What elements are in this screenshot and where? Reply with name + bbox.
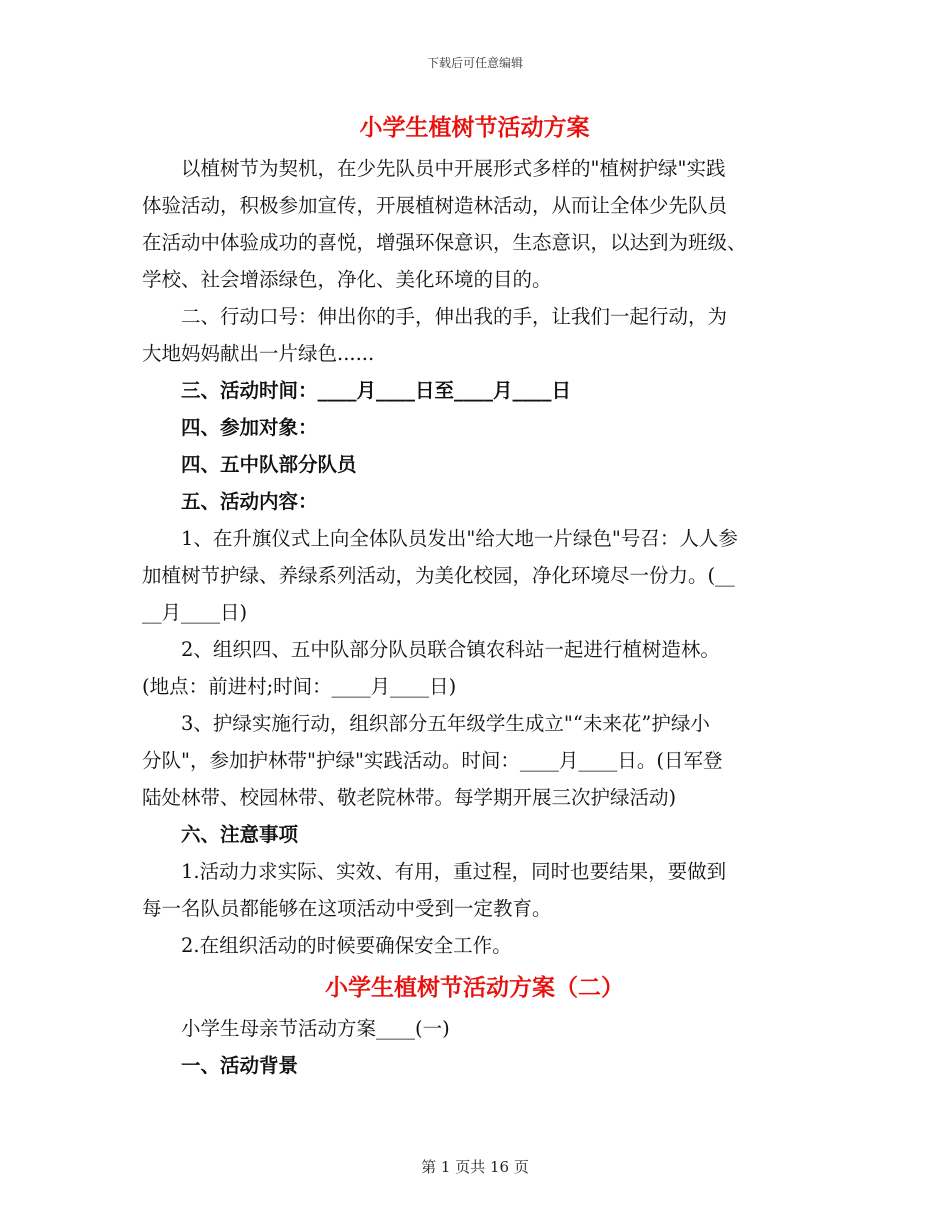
text-line: 以植树节为契机，在少先队员中开展形式多样的"植树护绿"实践: [181, 157, 726, 180]
text-line: 3、护绿实施行动，组织部分五年级学生成立"“未来花”护绿小: [181, 712, 710, 735]
text-line: 陆处林带、校园林带、敬老院林带。每学期开展三次护绿活动): [142, 786, 677, 809]
text-line: (地点：前进村;时间：____月____日): [142, 675, 457, 698]
slogan-paragraph: [142, 298, 807, 372]
note-2: 2.在组织活动的时候要确保安全工作。: [181, 934, 512, 957]
participants-heading: 四、参加对象：: [181, 416, 318, 439]
time-heading: 三、活动时间：____月____日至____月____日: [181, 379, 572, 402]
note-1: [142, 853, 807, 927]
background-heading: 一、活动背景: [181, 1054, 299, 1077]
notes-heading: 六、注意事项: [181, 823, 299, 846]
text-line: 在活动中体验成功的喜悦，增强环保意识，生态意识，以达到为班级、: [142, 231, 747, 254]
activity-item-1: [142, 520, 807, 631]
sub-intro: 小学生母亲节活动方案____(一): [181, 1017, 450, 1040]
text-line: 分队"，参加护林带"护绿"实践活动。时间：____月____日。(日军登: [142, 749, 723, 772]
content-heading: 五、活动内容：: [181, 490, 318, 513]
text-line: 体验活动，积极参加宣传，开展植树造林活动，从而让全体少先队员: [142, 194, 728, 217]
text-line: __月____日): [142, 601, 248, 624]
text-line: 学校、社会增添绿色，净化、美化环境的目的。: [142, 268, 552, 291]
intro-paragraph: [142, 150, 807, 298]
text-line: 每一名队员都能够在这项活动中受到一定教育。: [142, 897, 552, 920]
section-title-2: 小学生植树节活动方案（二）: [325, 974, 624, 1001]
document-body: [142, 110, 807, 1084]
text-line: 二、行动口号：伸出你的手，伸出我的手，让我们一起行动，为: [181, 305, 728, 328]
text-line: 大地妈妈献出一片绿色......: [142, 342, 375, 365]
text-line: 1、在升旗仪式上向全体队员发出"给大地一片绿色"号召：人人参: [181, 527, 738, 550]
participants-text: 四、五中队部分队员: [181, 453, 357, 476]
activity-item-2: [142, 631, 807, 705]
text-line: 1.活动力求实际、实效、有用，重过程，同时也要结果，要做到: [181, 860, 727, 883]
text-line: 加植树节护绿、养绿系列活动，为美化校园，净化环境尽一份力。(__: [142, 564, 735, 587]
text-line: 2、组织四、五中队部分队员联合镇农科站一起进行植树造林。: [181, 638, 720, 661]
header-note: 下载后可任意编辑: [426, 56, 523, 70]
page-number: 第 1 页共 16 页: [421, 1158, 529, 1176]
document-title: 小学生植树节活动方案: [359, 114, 590, 141]
activity-item-3: [142, 705, 807, 816]
